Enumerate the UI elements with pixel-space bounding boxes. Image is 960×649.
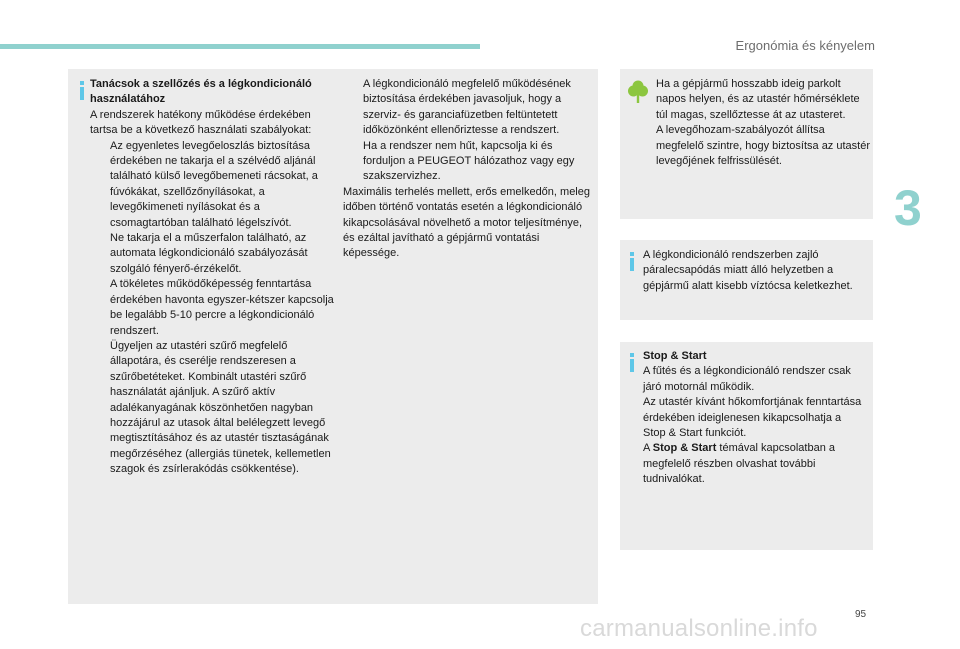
check-list bbox=[343, 77, 593, 185]
list-item: Ügyeljen az utastéri szűrő megfelelő állapotára, és cserélje rendszeresen a szűrőbetéteket. Kombinált utastéri szűrő használatát ajánljuk. A szűrő aktív adalékanyagának köszönhetően nagyban hozzájárul az utasok által belélegzett levegő megtisztításához és az utastér tisztaságának megőrzéséhez (allergiás tünetek, kellemetlen szagok és zsírlerakódás csökkentése). bbox=[110, 339, 331, 476]
left-column bbox=[90, 77, 340, 478]
header-accent-bar bbox=[0, 44, 480, 49]
watermark-text: carmanualsonline.info bbox=[580, 615, 818, 642]
eco-text: Ha a gépjármű hosszabb ideig parkolt napos helyen, és az utastér hőmérséklete túl magas, szellőztesse át az utasteret. A levegőhozam-szabályozót állítsa megfelelő szintre, hogy biztosítsa az utastér levegőjének felfrissülését. bbox=[656, 78, 870, 168]
list-item: Ne takarja el a műszerfalon található, az automata légkondicionáló szabályozását szolgáló fényerő-érzékelőt. bbox=[110, 232, 308, 275]
section-title: Ergonómia és kényelem bbox=[735, 38, 875, 53]
list-item: Az egyenletes levegőeloszlás biztosítása érdekében ne takarja el a szélvédő aljánál található külső levegőbemeneti rácsokat, a fúvókákat, szellőzőnyílásokat, a levegőkimeneti nyílásokat és a csomagtartóban található légelszívót. bbox=[110, 139, 318, 229]
middle-column bbox=[343, 77, 593, 262]
condensation-text: A légkondicionáló rendszerben zajló páralecsapódás miatt álló helyzetben a gépjármű alatt kisebb víztócsa keletkezhet. bbox=[643, 249, 853, 292]
stop-start-text: Stop & Start A fűtés és a légkondicionáló rendszer csak járó motornál működik. Az utastér kívánt hőkomfortjának fenntartása érdekében ideiglenesen kikapcsolhatja a Stop & Start funkciót. A Stop & Start témával kapcsolatban a megfelelő részben olvashat további tudnivalókat. bbox=[643, 349, 865, 488]
towing-note: Maximális terhelés mellett, erős emelkedőn, meleg időben történő vontatás esetén a légkondicionáló kikapcsolásával növelhető a motor teljesítménye, és ezáltal javítható a gépjármű vontatási képessége. bbox=[343, 185, 590, 260]
stop-start-title: Stop & Start bbox=[643, 350, 707, 362]
advice-list bbox=[90, 139, 340, 478]
page-number: 95 bbox=[855, 609, 867, 620]
advice-title: Tanácsok a szellőzés és a légkondicionáló használatához bbox=[90, 78, 312, 106]
list-item: Ha a rendszer nem hűt, kapcsolja ki és forduljon a PEUGEOT hálózathoz vagy egy szakszervizhez. bbox=[363, 139, 575, 183]
chapter-number: 3 bbox=[894, 180, 922, 236]
list-item: A tökéletes működőképesség fenntartása érdekében havonta egyszer-kétszer kapcsolja be legalább 5-10 percre a légkondicionáló rendszert. bbox=[110, 278, 334, 337]
advice-intro: A rendszerek hatékony működése érdekében tartsa be a következő használati szabályokat: bbox=[90, 108, 312, 137]
list-item: A légkondicionáló megfelelő működésének biztosítása érdekében javasoljuk, hogy a szerviz- és garanciafüzetben feltüntetett időközönként ellenőriztesse a rendszert. bbox=[363, 78, 571, 137]
leaf-icon bbox=[628, 80, 648, 104]
